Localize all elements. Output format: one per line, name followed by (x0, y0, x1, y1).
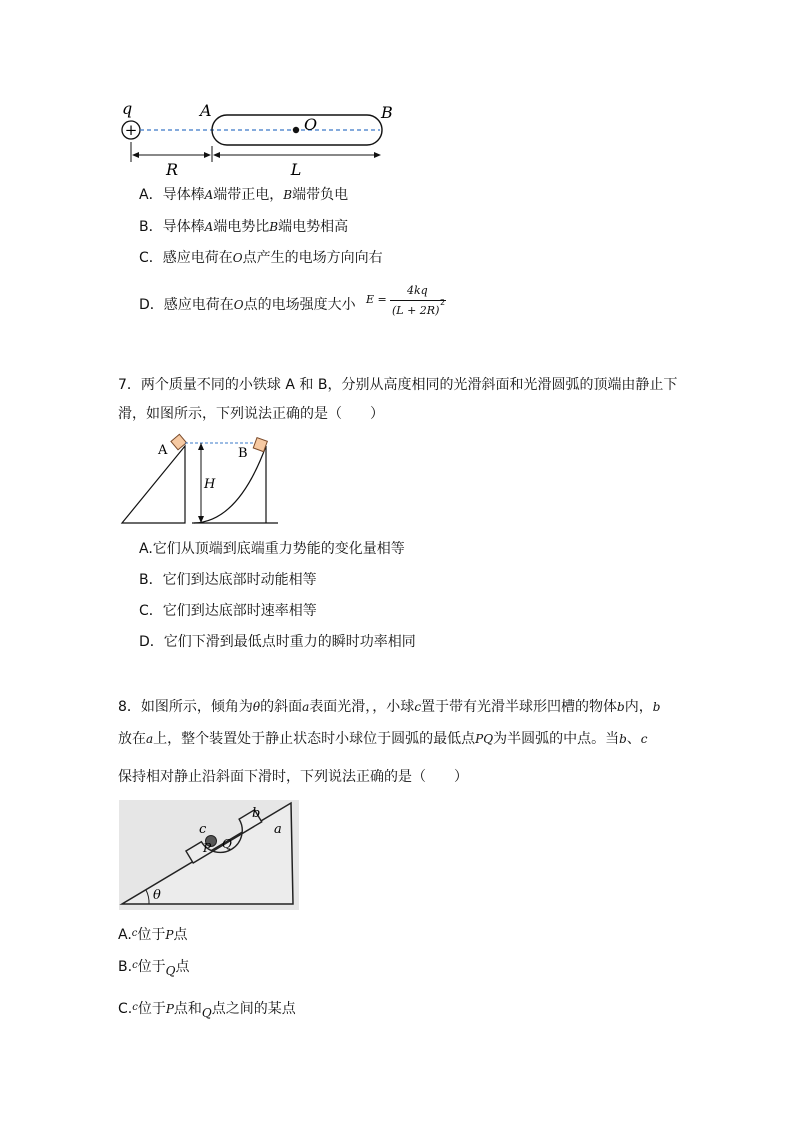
q8-stem-line1: 8．如图所示，倾角为θ的斜面a表面光滑，，小球c置于带有光滑半球形凹槽的物体b内，b (118, 699, 661, 715)
label-b: B (381, 103, 393, 122)
plus-sign-label: + (124, 121, 138, 139)
q8-stem-line3: 保持相对静止沿斜面下滑时，下列说法正确的是（ ） (118, 769, 468, 785)
label-l: L (290, 160, 302, 179)
center-point-o (293, 127, 299, 133)
q6-option-d: D．感应电荷在O点的电场强度大小 (139, 297, 356, 313)
label-q: q (122, 100, 133, 118)
q6-option-a: A．导体棒A端带正电，B端带负电 (139, 187, 349, 203)
q8-option-b: B.$^c$位于Q点 (118, 959, 190, 978)
q7-option-a: A.它们从顶端到底端重力势能的变化量相等 (139, 541, 405, 557)
label-a: A (158, 443, 168, 458)
label-b: b (252, 806, 261, 821)
label-a: A (200, 101, 212, 120)
q6-option-c: C．感应电荷在O点产生的电场方向向右 (139, 250, 383, 266)
q7-option-c: C．它们到达底部时速率相等 (139, 603, 317, 619)
incline-groove-photo (119, 800, 299, 910)
label-theta: θ (153, 888, 161, 903)
incline-and-arc-figure (118, 432, 283, 532)
label-q: Q (222, 837, 232, 851)
label-p: P (203, 841, 212, 855)
field-strength-formula: E = 4kq (L + 2R) 2 (366, 284, 446, 317)
label-o: O (304, 115, 318, 134)
conductor-rod-figure (112, 100, 402, 180)
q7-stem-line1: 7．两个质量不同的小铁球 A 和 B，分别从高度相同的光滑斜面和光滑圆弧的顶端由静止下 (118, 377, 678, 393)
q6-option-b: B．导体棒A端电势比B端电势相高 (139, 219, 349, 235)
q7-stem-line2: 滑，如图所示，下列说法正确的是（ ） (118, 406, 384, 422)
label-h: H (204, 477, 216, 492)
label-c: c (199, 822, 207, 837)
label-a: a (274, 822, 282, 837)
label-b: B (238, 446, 248, 461)
q7-option-b: B．它们到达底部时动能相等 (139, 572, 317, 588)
label-r: R (165, 160, 179, 179)
q7-option-d: D．它们下滑到最低点时重力的瞬时功率相同 (139, 634, 416, 650)
q8-stem-line2: 放在a上，整个装置处于静止状态时小球位于圆弧的最低点PQ为半圆弧的中点。当b、c (118, 731, 648, 747)
q8-option-a: A.$^c$位于P点 (118, 927, 188, 943)
q8-option-c: C.$^c$位于P点和Q点之间的某点 (118, 1001, 296, 1020)
